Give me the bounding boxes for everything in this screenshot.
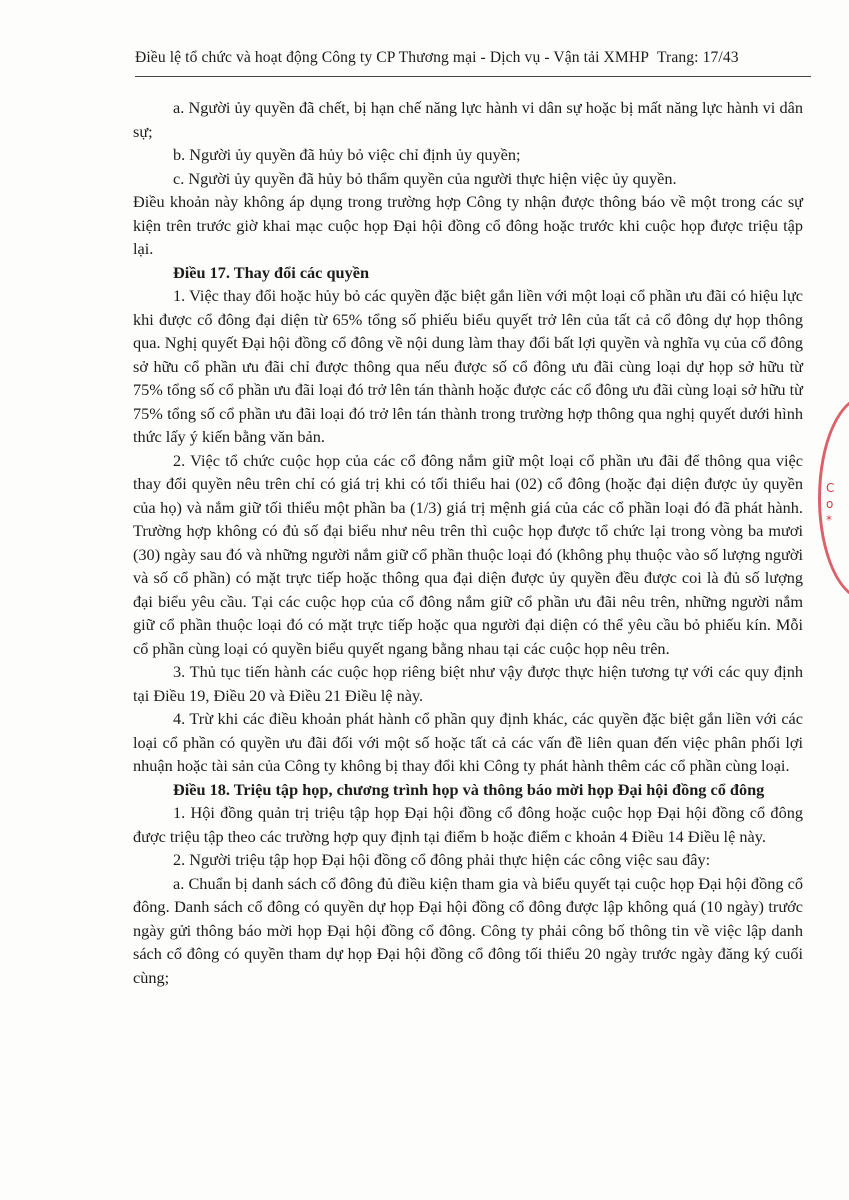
page-header [135, 49, 815, 67]
clause-c: c. Người ủy quyền đã hủy bỏ thẩm quyền của người thực hiện việc ủy quyền. [173, 168, 677, 188]
article-17-item-3: 3. Thủ tục tiến hành các cuộc họp riêng biệt như vậy được thực hiện tương tự với các quy định tại Điều 19, Điều 20 và Điều 21 Điều lệ này. [133, 662, 803, 705]
article-18-item-2: 2. Người triệu tập họp Đại hội đồng cổ đông phải thực hiện các công việc sau đây: [173, 850, 711, 869]
article-17-item-4: 4. Trừ khi các điều khoản phát hành cổ phần quy định khác, các quyền đặc biệt gắn liền với các loại cổ phần có quyền ưu đãi đối với một số hoặc tất cả các vấn đề liên quan đến việc phân phối lợi nhuận hoặc tài sản của Công ty không bị thay đổi khi Công ty phát hành thêm các cổ phần cùng loại. [133, 709, 803, 775]
article-18-item-2a: a. Chuẩn bị danh sách cổ đông đủ điều kiện tham gia và biểu quyết tại cuộc họp Đại hội đồng cổ đông. Danh sách cổ đông có quyền dự họp Đại hội đồng cổ đông được lập không quá (10 ngày) trước ngày gửi thông báo mời họp Đại hội đồng cổ đông. Công ty phải công bố thông tin về việc lập danh sách cổ đông có quyền tham dự họp Đại hội đồng cổ đông tối thiểu 20 ngày trước ngày đăng ký cuối cùng; [133, 873, 803, 987]
document-body [133, 96, 803, 989]
clause-b: b. Người ủy quyền đã hủy bỏ việc chỉ định ủy quyền; [173, 145, 521, 164]
article-18-heading: Điều 18. Triệu tập họp, chương trình họp và thông báo mời họp Đại hội đồng cổ đông [173, 779, 765, 799]
header-rule [135, 76, 811, 77]
article-18-item-1: 1. Hội đồng quản trị triệu tập họp Đại hội đồng cổ đông hoặc cuộc họp Đại hội đồng cổ đông được triệu tập theo các trường hợp quy định tại điểm b hoặc điểm c khoản 4 Điều 14 Điều lệ này. [133, 803, 803, 846]
clause-a: a. Người ủy quyền đã chết, bị hạn chế năng lực hành vi dân sự hoặc bị mất năng lực hành vi dân sự; [133, 98, 803, 141]
page-number: Trang: 17/43 [656, 49, 739, 66]
document-title: Điều lệ tổ chức và hoạt động Công ty CP Thương mại - Dịch vụ - Vận tải XMHP [135, 49, 649, 66]
seal-text: C o * [826, 481, 835, 527]
exception-paragraph: Điều khoản này không áp dụng trong trường hợp Công ty nhận được thông báo về một trong các sự kiện trên trước giờ khai mạc cuộc họp Đại hội đồng cổ đông hoặc trước khi cuộc họp được triệu tập lại. [133, 192, 803, 258]
article-17-item-2: 2. Việc tổ chức cuộc họp của các cổ đông nắm giữ một loại cổ phần ưu đãi để thông qua việc thay đổi quyền nêu trên chỉ có giá trị khi có tối thiểu hai (02) cổ đông (hoặc đại diện được ủy quyền của họ) và nắm giữ tối thiểu một phần ba (1/3) giá trị mệnh giá của các cổ phần loại đó đã phát hành. Trường hợp không có đủ số đại biểu như nêu trên thì cuộc họp được tổ chức lại trong vòng ba mươi (30) ngày sau đó và những người nắm giữ cổ phần thuộc loại đó (không phụ thuộc vào số lượng người và số cổ phần) có mặt trực tiếp hoặc thông qua đại diện được ủy quyền đều được coi là đủ số lượng đại biểu yêu cầu. Tại các cuộc họp của cổ đông nắm giữ cổ phần ưu đãi nêu trên, những người nắm giữ cổ phần thuộc loại đó có mặt trực tiếp hoặc qua người đại diện có thể yêu cầu bỏ phiếu kín. Mỗi cổ phần cùng loại có quyền biểu quyết ngang bằng nhau tại các cuộc họp nêu trên. [133, 450, 803, 658]
article-17-heading: Điều 17. Thay đổi các quyền [173, 262, 370, 282]
article-17-item-1: 1. Việc thay đổi hoặc hủy bỏ các quyền đặc biệt gắn liền với một loại cổ phần ưu đãi có hiệu lực khi được cổ đông đại diện từ 65% tổng số phiếu biểu quyết trở lên của tất cả cổ đông dự họp thông qua. Nghị quyết Đại hội đồng cổ đông về nội dung làm thay đổi bất lợi quyền và nghĩa vụ của cổ đông sở hữu cổ phần ưu đãi chỉ được thông qua nếu được số cổ đông ưu đãi cùng loại dự họp sở hữu từ 75% tổng số cổ phần ưu đãi loại đó trở lên tán thành hoặc được các cổ đông ưu đãi cùng loại sở hữu từ 75% tổng số cổ phần ưu đãi loại đó trở lên tán thành trong trường hợp thông qua nghị quyết dưới hình thức lấy ý kiến bằng văn bản. [133, 286, 803, 446]
